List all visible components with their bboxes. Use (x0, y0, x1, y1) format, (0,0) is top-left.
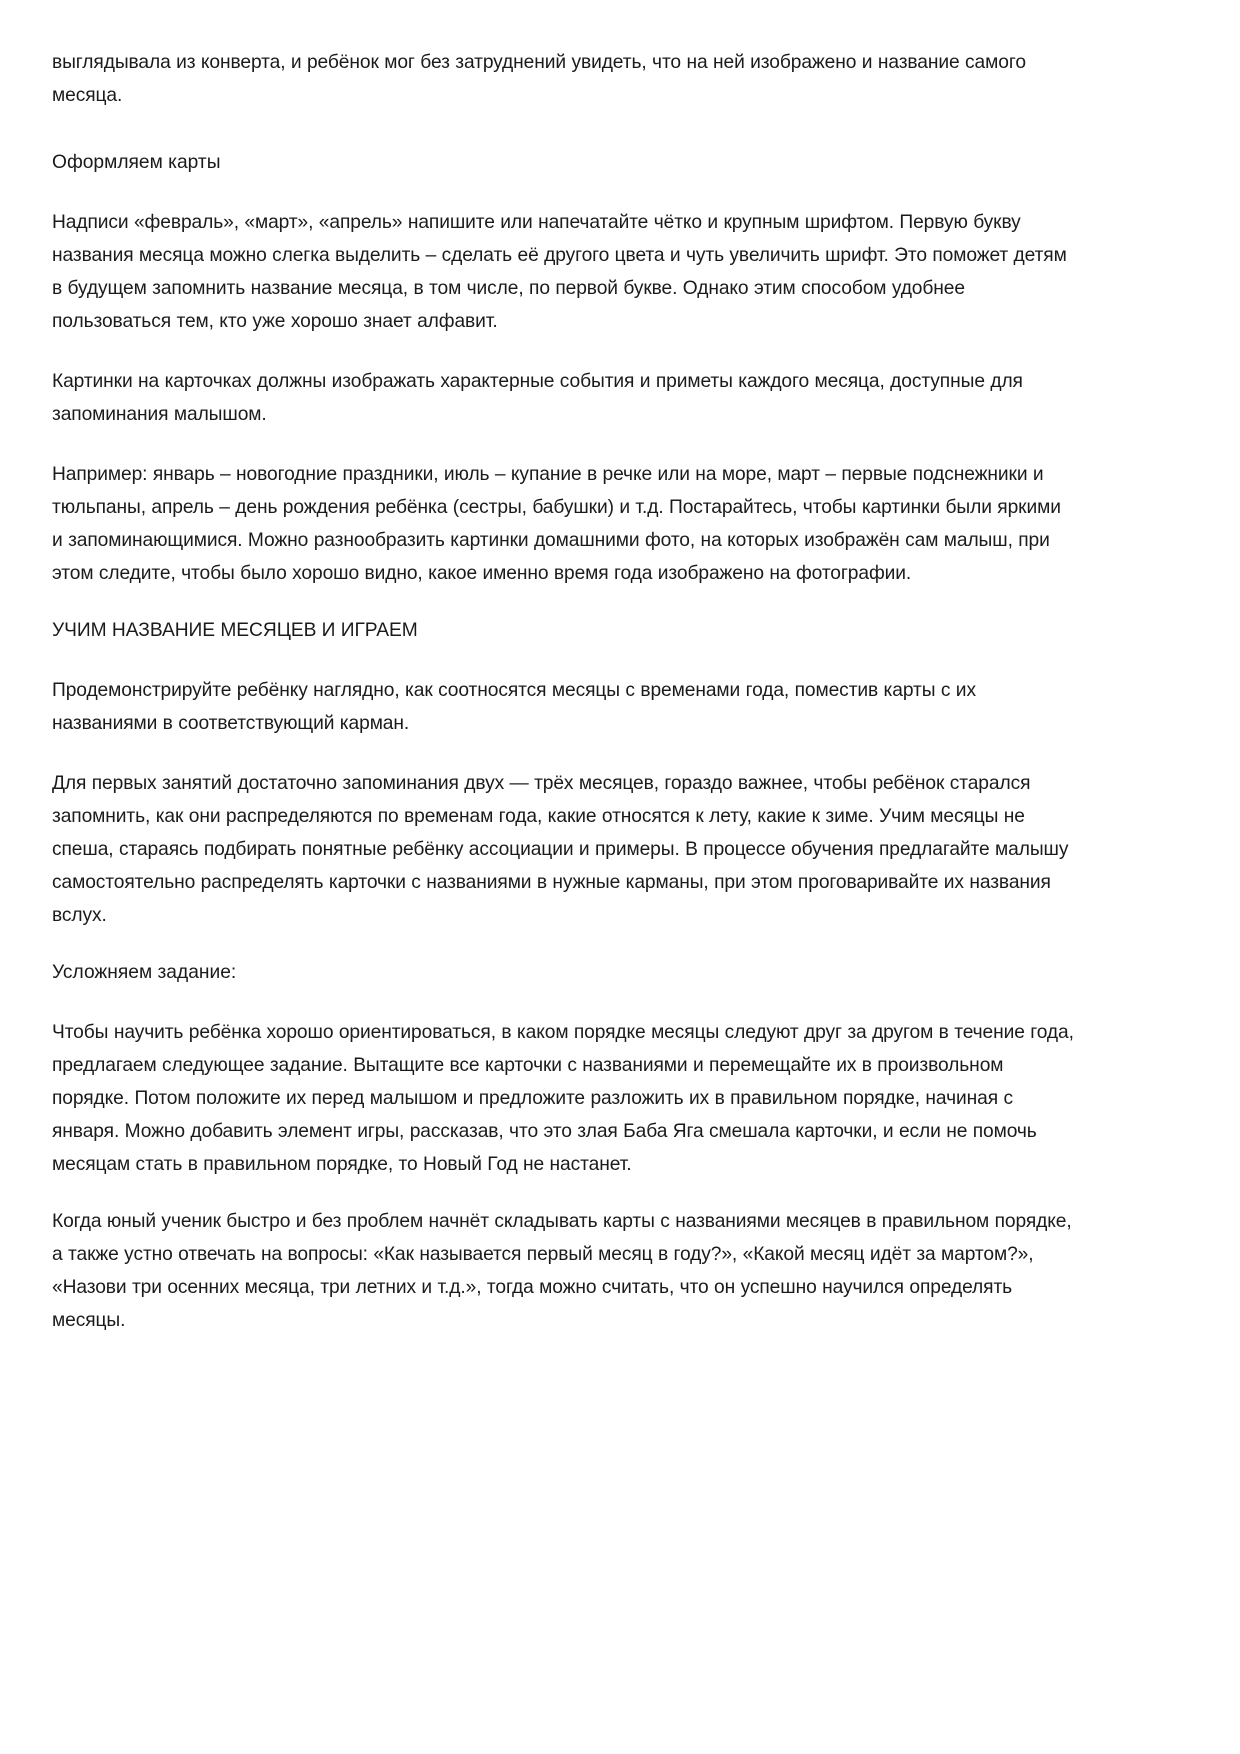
paragraph-conclusion: Когда юный ученик быстро и без проблем начнёт складывать карты с названиями месяцев в правильном порядке, а также устно отвечать на вопросы: «Как называется первый месяц в году?», «Какой месяц идёт за мартом?», «Назови три осенних месяца, три летних и т.д.», тогда можно считать, что он успешно научился определять месяцы. (52, 1210, 1072, 1331)
paragraph-demonstrate-to-child: Продемонстрируйте ребёнку наглядно, как соотносятся месяцы с временами года, поместив карты с их названиями в соответствующий карман. (52, 679, 976, 734)
paragraph-card-pictures: Картинки на карточках должны изображать характерные события и приметы каждого месяца, доступные для запоминания малышом. (52, 370, 1023, 425)
subheading-uslozhnyaem-zadanie: Усложняем задание: (52, 961, 237, 983)
subheading-oformlyaem-karty: Оформляем карты (52, 151, 221, 173)
paragraph-month-labels: Надписи «февраль», «март», «апрель» напишите или напечатайте чётко и крупным шрифтом. Первую букву названия месяца можно слегка выделить – сделать её другого цвета и чуть увеличить шрифт. Это поможет детям в будущем запомнить название месяца, в том числе, по первой букве. Однако этим способом удобнее пользоваться тем, кто уже хорошо знает алфавит. (52, 211, 1067, 332)
heading-uchim-nazvanie-mesyatsev: УЧИМ НАЗВАНИЕ МЕСЯЦЕВ И ИГРАЕМ (52, 619, 418, 641)
paragraph-continued-from-previous-page: выглядывала из конверта, и ребёнок мог без затруднений увидеть, что на ней изображено и название самого месяца. (52, 51, 1026, 106)
paragraph-ordering-task: Чтобы научить ребёнка хорошо ориентироваться, в каком порядке месяцы следуют друг за другом в течение года, предлагаем следующее задание. Вытащите все карточки с названиями и перемещайте их в произвольном порядке. Потом положите их перед малышом и предложите разложить их в правильном порядке, начиная с января. Можно добавить элемент игры, рассказав, что это злая Баба Яга смешала карточки, и если не помочь месяцам стать в правильном порядке, то Новый Год не настанет. (52, 1021, 1074, 1175)
paragraph-first-lessons: Для первых занятий достаточно запоминания двух — трёх месяцев, гораздо важнее, чтобы ребёнок старался запомнить, как они распределяются по временам года, какие относятся к лету, какие к зиме. Учим месяцы не спеша, стараясь подбирать понятные ребёнку ассоциации и примеры. В процессе обучения предлагайте малышу самостоятельно распределять карточки с названиями в нужные карманы, при этом проговаривайте их названия вслух. (52, 772, 1069, 926)
document-text-column (52, 46, 1092, 1337)
paragraph-examples: Например: январь – новогодние праздники, июль – купание в речке или на море, март – первые подснежники и тюльпаны, апрель – день рождения ребёнка (сестры, бабушки) и т.д. Постарайтесь, чтобы картинки были яркими и запоминающимися. Можно разнообразить картинки домашними фото, на которых изображён сам малыш, при этом следите, чтобы было хорошо видно, какое именно время года изображено на фотографии. (52, 463, 1061, 584)
